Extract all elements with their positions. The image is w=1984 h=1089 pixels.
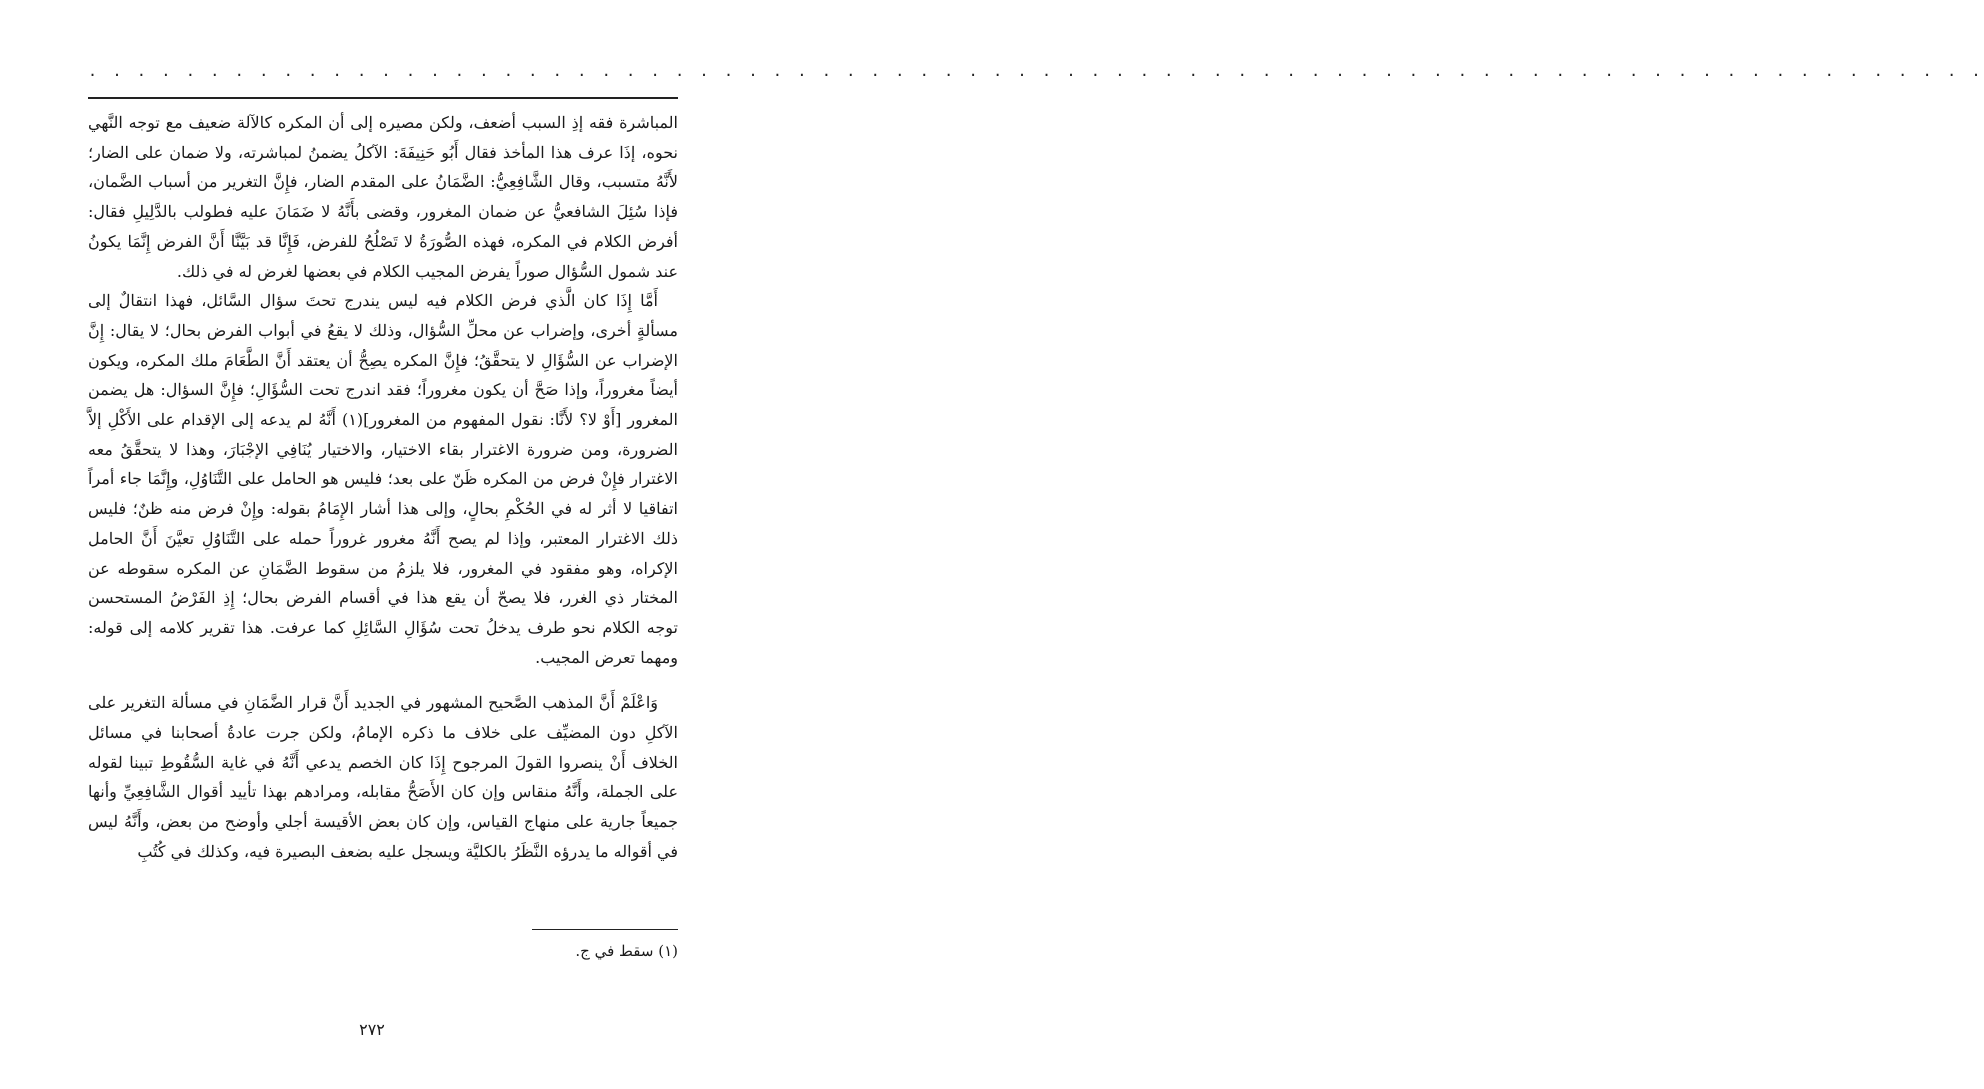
header-rule: [88, 97, 678, 99]
header-dotted-line: . . . . . . . . . . . . . . . . . . . . . . . . . . . . . . . . . . . . . . . . . . . . . . . . . . . . . . . . . . . . . . . . . . . . . . . . . . . . . .: [88, 62, 1984, 80]
main-text: [88, 108, 678, 867]
paragraph-1: المباشرة فقه إذِ السبب أضعف، ولكن مصيره إلى أن المكره كالآلة ضعيف مع توجه النَّهي نحوه، إذَا عرف هذا المأخذ فقال أَبُو حَنِيفَةَ: الآكلُ يضمنُ لمباشرته، ولا ضمان على الضار؛ لأَنَّهُ متسبب، وقال الشَّافِعِيُّ: الضَّمَانُ على المقدم الضار، فإِنَّ التغرير من أسباب الضَّمان، فإذا سُئِلَ الشافعيُّ عن ضمان المغرور، وقضى بأَنَّهُ لا ضَمَانَ عليه فطولب بالدَّلِيلِ فقال: أفرض الكلام في المكره، فهذه الصُّورَةُ لا تَصْلُحُ للفرض، فَإِنَّا قد بَيَّنَّا أَنَّ الفرض إِنَّمَا يكونُ عند شمول السُّؤال صوراً يفرض المجيب الكلام في بعضها لغرض له في ذلك.: [88, 113, 678, 281]
paragraph-2: أَمَّا إِذَا كان الَّذي فرض الكلام فيه ليس يندرج تحتَ سؤال السَّائل، فهذا انتقالٌ إلى مسألةٍ أخرى، وإضراب عن محلِّ السُّؤال، وذلك لا يقعُ في أبواب الفرض بحال؛ لا يقال: إِنَّ الإضراب عن السُّؤَالِ لا يتحقَّقُ؛ فإِنَّ المكره يصِحُّ أن يعتقد أَنَّ الطَّعَامَ ملك المكره، ويكون أيضاً مغروراً، وإذا صَحَّ أن يكون مغروراً؛ فقد اندرج تحت السُّؤَالِ؛ فإِنَّ السؤال: هل يضمن المغرور [أَوْ لا؟ لأَنَّا: نقول المفهوم من المغرور](١) أَنَّهُ لم يدعه إلى الإقدام على الأَكْلِ إلاَّ الضرورة، ومن ضرورة الاغترار بقاء الاختيار، والاختيار يُنَافِي الإجْبَارَ، وهذا لا يتحقَّقُ معه الاغترار فإِنْ فرض من المكره ظَنّ على بعد؛ فليس هو الحامل على التَّنَاوُلِ، وإِنَّمَا جاء أمراً اتفاقيا لا أثر له في الحُكْمِ بحالٍ، وإلى هذا أشار الإِمَامُ بقوله: وإِنْ فرض منه ظنٌ؛ فليس ذلك الاغترار المعتبر، وإذا لم يصح أَنَّهُ مغرور غروراً حمله على التَّنَاوُلِ تعيَّنَ أَنَّ الحامل الإكراه، وهو مفقود في المغرور، فلا يلزمُ من سقوط الضَّمَانِ عن المكره سقوطه عن المختار ذي الغرر، فلا يصحّ أن يقع هذا في أقسام الفرض بحال؛ إِذِ الفَرْضُ المستحسن توجه الكلام نحو طرف يدخلُ تحت سُؤَالِ السَّائِلِ كما عرفت. هذا تقرير كلامه إلى قوله: ومهما تعرض المجيب.: [88, 291, 679, 667]
paragraph-3: وَاعْلَمْ أَنَّ المذهب الصَّحيح المشهور في الجديد أَنَّ قرار الضَّمَانِ في مسألة التغرير على الآكلِ دون المضيِّف على خلاف ما ذكره الإمامُ، ولكن جرت عادةُ أصحابنا في مسائل الخلاف أَنْ ينصروا القولَ المرجوح إِذَا كان الخصم يدعي أَنَّهُ في غاية السُّقُوطِ تبينا لقوله على الجملة، وأَنَّهُ منقاس وإن كان الأَصَحُّ مقابله، ومرادهم بهذا تأييد أقوال الشَّافِعِيِّ وأنها جميعاً جارية على منهاج القياس، وإن كان بعض الأقيسة أجلي وأوضح من بعض، وأَنَّهُ ليس في أقواله ما يدرؤه النَّظَرُ بالكليَّة ويسجل عليه بضعف البصيرة فيه، وكذلك في كُتُبِ: [88, 693, 678, 861]
footnote-rule: [532, 929, 678, 930]
footnote: (١) سقط في ج.: [575, 942, 678, 960]
page-number: ٢٧٢: [359, 1020, 385, 1039]
